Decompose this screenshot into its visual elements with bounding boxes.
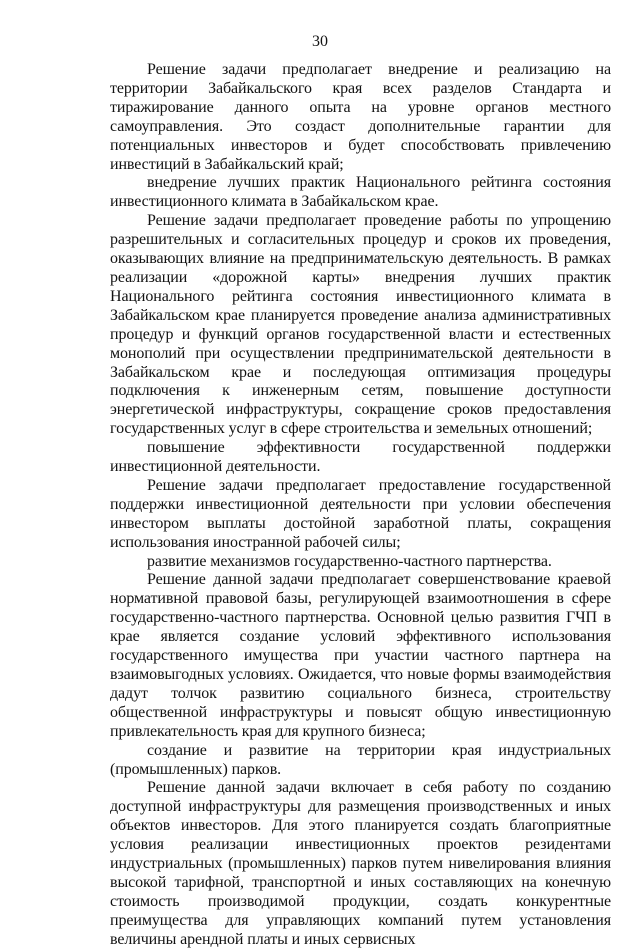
paragraph: Решение данной задачи включает в себя работу по созданию доступной инфраструктуры для размещения производственных и иных объектов инвесторов. Для этого планируется создать благоприятные условия реализации инвестиционных проектов резидентами индустриальных (промышленных) парков путем нивелирования влияния высокой тарифной, транспортной и иных составляющих на конечную стоимость производимой продукции, создать конкурентные преимущества для управляющих компаний путем установления величины арендной платы и иных сервисных [110, 779, 611, 948]
paragraph: развитие механизмов государственно-частного партнерства. [147, 552, 552, 570]
page-body [110, 61, 611, 950]
paragraph: повышение эффективности государственной поддержки инвестиционной деятельности. [110, 439, 611, 476]
paragraph: Решение задачи предполагает предоставление государственной поддержки инвестиционной деятельности при условии обеспечения инвестором выплаты достойной заработной платы, сокращения использования иностранной рабочей силы; [110, 476, 611, 551]
paragraph: Решение задачи предполагает проведение работы по упрощению разрешительных и согласительных процедур и сроков их проведения, оказывающих влияние на предпринимательскую деятельность. В рамках реализации «дорожной карты» внедрения лучших практик Национального рейтинга состояния инвестиционного климата в Забайкальском крае планируется проведение анализа административных процедур и функций органов государственной власти и естественных монополий при осуществлении предпринимательской деятельности в Забайкальском крае и последующая оптимизация процедуры подключения к инженерным сетям, повышение доступности энергетической инфраструктуры, сокращение сроков предоставления государственных услуг в сфере строительства и земельных отношений; [110, 212, 611, 438]
page-number: 30 [312, 33, 328, 50]
paragraph: Решение данной задачи предполагает совершенствование краевой нормативной правовой базы, регулирующей взаимоотношения в сфере государственно-частного партнерства. Основной целью развития ГЧП в крае является создание условий эффективного использования государственного имущества при участии частного партнера на взаимовыгодных условиях. Ожидается, что новые формы взаимодействия дадут толчок развитию социального бизнеса, строительству общественной инфраструктуры и повысят общую инвестиционную привлекательность края для крупного бизнеса; [110, 571, 611, 740]
paragraph: Решение задачи предполагает внедрение и реализацию на территории Забайкальского края всех разделов Стандарта и тиражирование данного опыта на уровне органов местного самоуправления. Это создаст дополнительные гарантии для потенциальных инвесторов и будет способствовать привлечению инвестиций в Забайкальский край; [110, 61, 611, 173]
paragraph: внедрение лучших практик Национального рейтинга состояния инвестиционного климата в Забайкальском крае. [110, 174, 611, 211]
paragraph: создание и развитие на территории края индустриальных (промышленных) парков. [110, 741, 611, 778]
